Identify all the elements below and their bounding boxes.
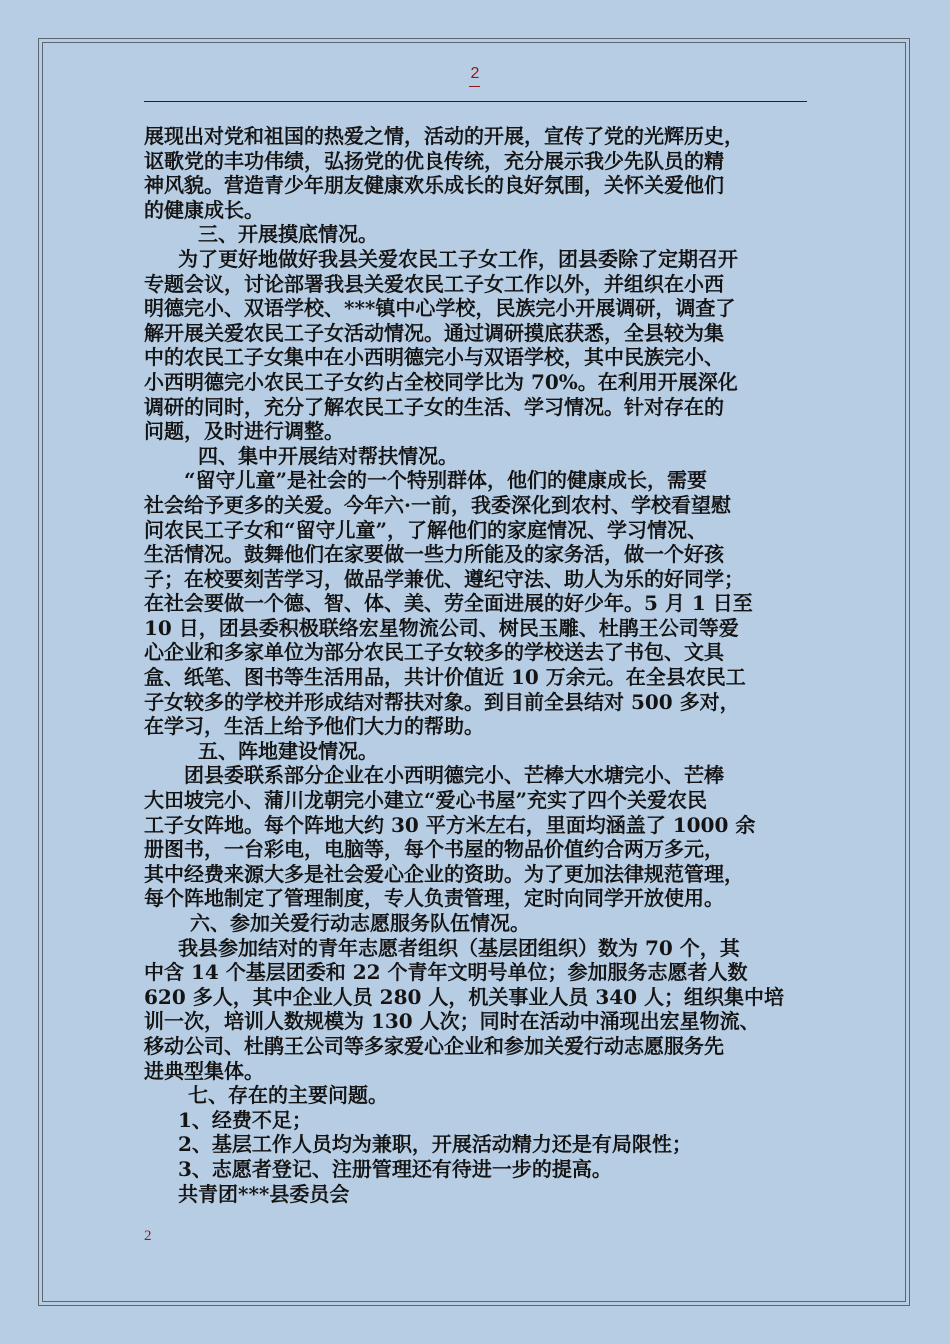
body-line: 问农民工子女和“留守儿童”，了解他们的家庭情况、学习情况、 [144,517,708,542]
body-line: 心企业和多家单位为部分农民工子女较多的学校送去了书包、文具 [144,640,724,665]
body-line: 中含 14 个基层团委和 22 个青年文明号单位；参加服务志愿者人数 [144,960,748,985]
body-line: 子女较多的学校并形成结对帮扶对象。到目前全县结对 500 多对， [144,689,740,714]
body-line: 中的农民工子女集中在小西明德完小与双语学校，其中民族完小、 [144,345,724,370]
body-line: 工子女阵地。每个阵地大约 30 平方米左右，里面均涵盖了 1000 余 [144,812,756,837]
body-line: 进典型集体。 [144,1058,264,1083]
header-rule [144,101,807,102]
body-line: 册图书，一台彩电，电脑等，每个书屋的物品价值约合两万多元， [144,837,724,862]
body-line: 三、开展摸底情况。 [198,222,378,247]
body-line: 3、志愿者登记、注册管理还有待进一步的提高。 [178,1156,612,1181]
body-line: 为了更好地做好我县关爱农民工子女工作，团县委除了定期召开 [178,246,738,271]
body-line: 在社会要做一个德、智、体、美、劳全面进展的好少年。5 月 1 日至 [144,591,753,616]
body-line: 2、基层工作人员均为兼职，开展活动精力还是有局限性； [178,1132,692,1157]
body-line: 620 多人，其中企业人员 280 人，机关事业人员 340 人；组织集中培 [144,984,785,1009]
body-line: 调研的同时，充分了解农民工子女的生活、学习情况。针对存在的 [144,394,724,419]
body-line: 七、存在的主要问题。 [188,1083,388,1108]
body-line: 子；在校要刻苦学习，做品学兼优、遵纪守法、助人为乐的好同学； [144,566,744,591]
document-body [144,124,824,1206]
body-line: 团县委联系部分企业在小西明德完小、芒棒大水塘完小、芒棒 [184,763,724,788]
body-line: 的健康成长。 [144,197,264,222]
body-line: 1、经费不足； [178,1107,312,1132]
body-line: 解开展关爱农民工子女活动情况。通过调研摸底获悉，全县较为集 [144,320,724,345]
body-line: 共青团***县委员会 [178,1181,350,1206]
body-line: 六、参加关爱行动志愿服务队伍情况。 [190,911,530,935]
body-line: 训一次，培训人数规模为 130 人次；同时在活动中涌现出宏星物流、 [144,1009,760,1034]
body-line: 四、集中开展结对帮扶情况。 [198,443,458,468]
body-line: 专题会议，讨论部署我县关爱农民工子女工作以外，并组织在小西 [144,271,724,296]
body-line: 我县参加结对的青年志愿者组织（基层团组织）数为 70 个，其 [178,935,740,960]
body-line: 展现出对党和祖国的热爱之情，活动的开展，宣传了党的光辉历史， [144,124,744,148]
body-line: 明德完小、双语学校、***镇中心学校，民族完小开展调研，调查了 [144,296,736,321]
body-line: 盒、纸笔、图书等生活用品，共计价值近 10 万余元。在全县农民工 [144,665,746,690]
footer-page-number: 2 [144,1228,152,1244]
body-line: 五、阵地建设情况。 [198,738,378,763]
body-line: “留守儿童”是社会的一个特别群体，他们的健康成长，需要 [184,468,708,493]
body-line: 移动公司、杜鹃王公司等多家爱心企业和参加关爱行动志愿服务先 [144,1033,724,1058]
body-line: 讴歌党的丰功伟绩，弘扬党的优良传统，充分展示我少先队员的精 [144,148,724,173]
body-line: 社会给予更多的关爱。今年六·一前，我委深化到农村、学校看望慰 [144,492,731,517]
body-line: 小西明德完小农民工子女约占全校同学比为 70%。在利用开展深化 [144,369,738,394]
body-line: 大田坡完小、蒲川龙朝完小建立“爱心书屋”充实了四个关爱农民 [144,788,708,813]
body-line: 每个阵地制定了管理制度，专人负责管理，定时向同学开放使用。 [144,886,724,911]
header-page-number: 2 [470,65,480,82]
body-line: 神风貌。营造青少年朋友健康欢乐成长的良好氛围，关怀关爱他们 [144,173,724,198]
body-line: 问题，及时进行调整。 [144,419,344,444]
body-line: 10 日，团县委积极联络宏星物流公司、树民玉雕、杜鹃王公司等爱 [144,615,739,640]
body-line: 生活情况。鼓舞他们在家要做一些力所能及的家务活，做一个好孩 [144,542,724,567]
body-line: 其中经费来源大多是社会爱心企业的资助。为了更加法律规范管理， [144,861,744,886]
header-page-number-underline [469,86,480,87]
body-line: 在学习，生活上给予他们大力的帮助。 [144,714,484,739]
